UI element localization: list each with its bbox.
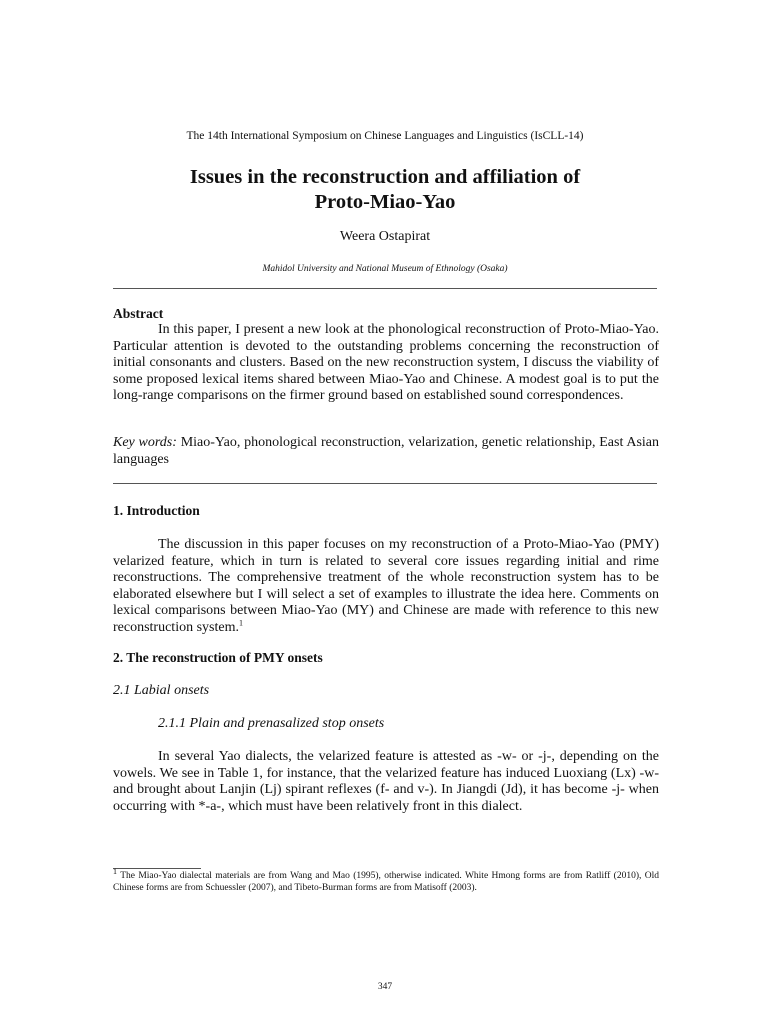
- footnote-ref[interactable]: 1: [238, 618, 243, 628]
- divider-top: [113, 288, 657, 289]
- footnote-divider: [113, 868, 201, 869]
- conference-header: The 14th International Symposium on Chinese Languages and Linguistics (IsCLL-14): [186, 130, 584, 142]
- title-line-2: Proto-Miao-Yao: [314, 191, 456, 213]
- keywords-label: Key words:: [113, 435, 177, 450]
- section-2-1-1-heading: 2.1.1 Plain and prenasalized stop onsets: [158, 716, 385, 731]
- page-number: 347: [377, 982, 393, 992]
- abstract-text: In this paper, I present a new look at the phonological reconstruction of Proto-Miao-Yao. Particular attention is devoted to the outstanding problems concerning the reconstruction of initial consonants and clusters. Based on the new reconstruction system, I discuss the viability of some proposed lexical items shared between Miao-Yao and Chinese. A modest goal is to put the long-range comparisons on the firmer ground based on established sound correspondences.: [113, 322, 659, 404]
- introduction-body: The discussion in this paper focuses on my reconstruction of a Proto-Miao-Yao (PMY) velarized feature, which in turn is related to several core issues regarding initial and rime reconstructions. The comprehensive treatment of the whole reconstruction system has to be elaborated elsewhere but I will select a set of examples to illustrate the idea here. Comments on lexical comparisons between Miao-Yao (MY) and Chinese are made with reference to this new reconstruction system.: [113, 537, 659, 635]
- introduction-heading: 1. Introduction: [113, 503, 200, 518]
- section-2-heading: 2. The reconstruction of PMY onsets: [113, 650, 323, 665]
- author-name: Weera Ostapirat: [339, 229, 431, 244]
- section-2-1-1-text: In several Yao dialects, the velarized feature is attested as -w- or -j-, depending on the vowels. We see in Table 1, for instance, that the velarized feature has induced Luoxiang (Lx) -w- and brought about Lanjin (Lj) spirant reflexes (f- and v-). In Jiangdi (Jd), it has become -j- when occurring with *-a-, which must have been relatively front in this dialect.: [113, 749, 659, 814]
- introduction-text: [113, 537, 659, 637]
- footnote: [113, 866, 659, 894]
- abstract-heading: Abstract: [113, 306, 164, 321]
- author-affiliation: Mahidol University and National Museum of Ethnology (Osaka): [262, 264, 508, 274]
- keywords-text: Miao-Yao, phonological reconstruction, velarization, genetic relationship, East Asian languages: [113, 435, 659, 467]
- paper-title: [0, 165, 770, 215]
- divider-bottom: [113, 483, 657, 484]
- footnote-text: The Miao-Yao dialectal materials are from Wang and Mao (1995), otherwise indicated. White Hmong forms are from Ratliff (2010), Old Chinese forms are from Schuessler (2007), and Tibeto-Burman forms are from Matisoff (2003).: [113, 871, 659, 893]
- section-2-1-heading: 2.1 Labial onsets: [113, 683, 210, 698]
- title-line-1: Issues in the reconstruction and affiliation of: [189, 166, 581, 188]
- keywords: [113, 435, 659, 468]
- footnote-marker: 1: [113, 866, 117, 876]
